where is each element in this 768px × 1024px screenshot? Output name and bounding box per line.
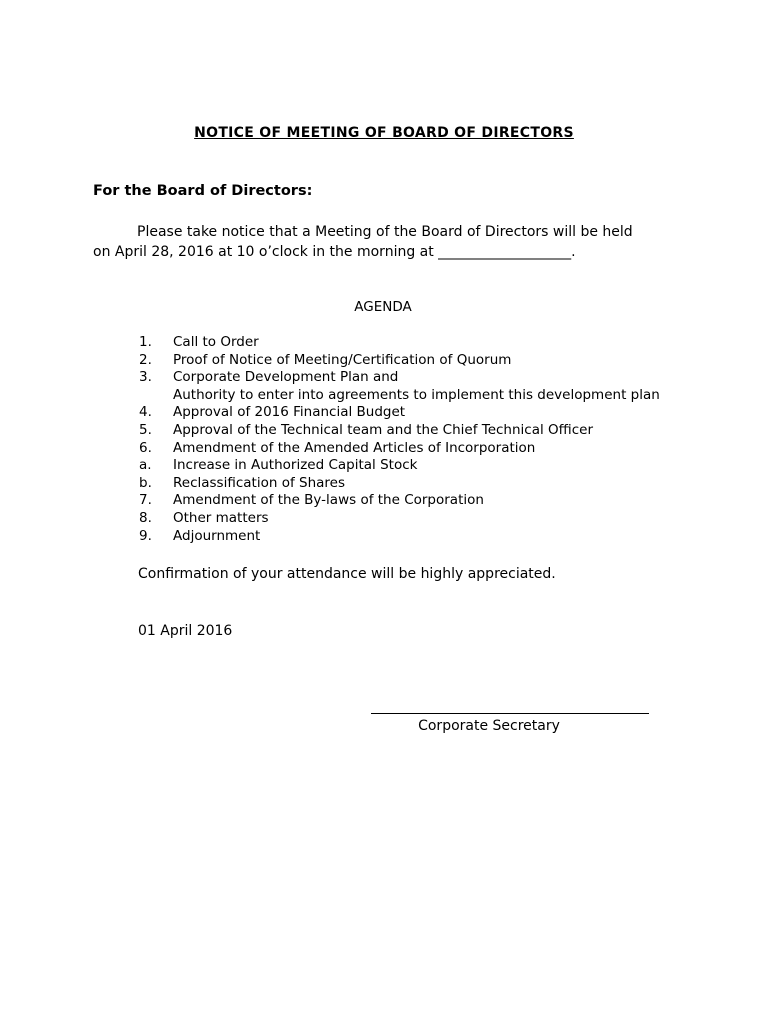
agenda-item [139, 475, 699, 493]
agenda-item-text: Approval of the Technical team and the Chief Technical Officer [173, 421, 593, 438]
agenda-item-text: Increase in Authorized Capital Stock [173, 457, 418, 474]
agenda-item [139, 422, 699, 440]
agenda-item-text: Amendment of the Amended Articles of Incorporation [173, 439, 536, 456]
confirmation-text: Confirmation of your attendance will be highly appreciated. [138, 566, 556, 582]
agenda-item-text: Amendment of the By-laws of the Corporation [173, 492, 484, 509]
agenda-item [139, 334, 699, 352]
agenda-item-number: 4. [139, 404, 152, 421]
signature-line [371, 713, 649, 714]
agenda-item-text: Approval of 2016 Financial Budget [173, 404, 406, 421]
agenda-item-text: Proof of Notice of Meeting/Certification of Quorum [173, 351, 512, 368]
agenda-item-number: 1. [139, 334, 152, 350]
agenda-item-number: 5. [139, 421, 152, 438]
notice-paragraph [93, 222, 693, 262]
agenda-item-number [139, 387, 173, 405]
agenda-item-number: 3. [139, 369, 152, 386]
agenda-item-number: 9. [139, 527, 152, 544]
agenda-item-text: Call to Order [173, 334, 259, 350]
agenda-item [139, 404, 699, 422]
agenda-item-text: Adjournment [173, 527, 261, 544]
agenda-item [139, 528, 699, 546]
agenda-item [139, 457, 699, 475]
agenda-item [139, 440, 699, 458]
agenda-item-number: 2. [139, 351, 152, 368]
agenda-item [139, 352, 699, 370]
agenda-item-number: a. [139, 457, 152, 474]
agenda-item-text: Reclassification of Shares [173, 474, 345, 491]
salutation: For the Board of Directors: [93, 183, 313, 199]
agenda-item-text: Other matters [173, 509, 269, 526]
agenda-list [139, 334, 699, 545]
agenda-item-number: b. [139, 474, 152, 491]
agenda-item [139, 369, 699, 387]
agenda-heading: AGENDA [354, 299, 412, 315]
agenda-item-text: Authority to enter into agreements to implement this development plan [173, 386, 660, 403]
agenda-item-number: 8. [139, 509, 152, 526]
agenda-item-text: Corporate Development Plan and [173, 369, 399, 386]
document-title: NOTICE OF MEETING OF BOARD OF DIRECTORS [194, 125, 574, 141]
agenda-item-number: 6. [139, 439, 152, 456]
agenda-item-number: 7. [139, 492, 152, 509]
notice-paragraph-line-2: on April 28, 2016 at 10 o’clock in the morning at ___________________. [93, 244, 576, 260]
notice-paragraph-line-1-text: Please take notice that a Meeting of the Board of Directors will be held [137, 224, 633, 240]
signatory-title: Corporate Secretary [418, 718, 560, 734]
notice-date: 01 April 2016 [138, 623, 233, 639]
notice-paragraph-line-1 [93, 222, 693, 242]
agenda-item [139, 387, 699, 405]
agenda-item [139, 510, 699, 528]
agenda-item [139, 492, 699, 510]
